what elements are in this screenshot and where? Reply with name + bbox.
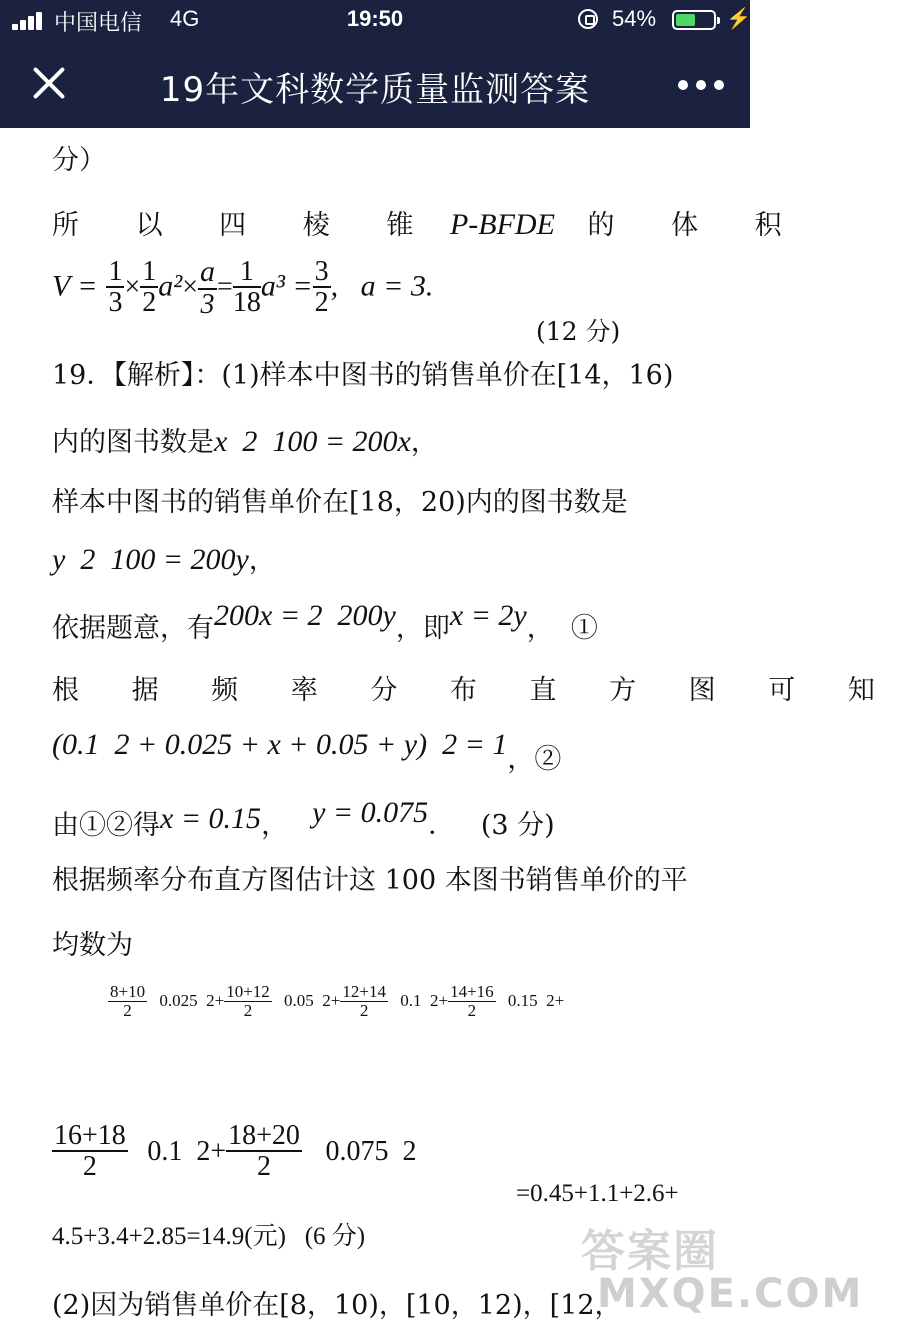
page-title: 19年文科数学质量监测答案 <box>159 70 591 110</box>
clock: 19:50 <box>346 6 404 31</box>
text-line: 由①②得x = 0.15， y = 0.075． (3 分) <box>52 796 555 841</box>
charging-bolt-icon: ⚡ <box>726 8 751 30</box>
mean-formula-part2: $\frac{16+18}{2}$ 0.1 2+ $\frac{18+20}{2}$ 0.075 2 <box>54 1120 417 1183</box>
text-line: 19．【解析】：(1)样本中图书的销售单价在[14，16) <box>52 360 674 391</box>
carrier-name: 中国电信 <box>54 10 143 35</box>
text-line: 根 据 频 率 分 布 直 方 图 可 知 <box>52 675 897 706</box>
text-line: 内的图书数是x 2 100 = 200x， <box>52 425 438 458</box>
more-options-icon[interactable] <box>678 80 724 90</box>
rotation-lock-icon <box>578 9 598 29</box>
close-icon[interactable] <box>30 64 68 102</box>
text-line: 4.5+3.4+2.85=14.9(元) (6 分) <box>52 1223 366 1250</box>
battery-percent: 54% <box>612 6 657 31</box>
text-line: 样本中图书的销售单价在[18，20)内的图书数是 <box>52 487 628 518</box>
site-watermark: 答案圈 MXQE.COM <box>581 1226 864 1317</box>
nav-bar <box>0 40 750 128</box>
volume-formula: V = $\frac{1}{3}$ × $\frac{1}{2}$ a²× $\frac{a}{3}$ = $\frac{1}{18}$ a³ = $\frac{3}{2}$ , a = 3. <box>52 255 434 320</box>
battery-level <box>676 14 695 26</box>
network-type: 4G <box>170 6 200 31</box>
text-line: (0.1 2 + 0.025 + x + 0.05 + y) 2 = 1，② <box>52 728 562 775</box>
text-line: 依据题意，有200x = 2 200y，即x = 2y， ① <box>52 599 598 644</box>
text-line: 分） <box>52 145 106 176</box>
status-bar <box>0 0 750 40</box>
text-line: (2)因为销售单价在[8，10)，[10，12)，[12， <box>52 1290 622 1321</box>
text-line: 所 以 四 棱 锥 P-BFDE 的 体 积 <box>52 208 806 241</box>
text-line: 根据频率分布直方图估计这 100 本图书销售单价的平 <box>52 865 688 896</box>
text-line: =0.45+1.1+2.6+ <box>516 1180 679 1207</box>
battery-icon <box>672 10 716 30</box>
text-line: 均数为 <box>52 930 133 961</box>
text-line: y 2 100 = 200y， <box>52 543 276 576</box>
mean-formula-part1: $\frac{8+10}{2}$ 0.025 2+ $\frac{10+12}{2}$ 0.05 2+ $\frac{12+14}{2}$ 0.1 2+ $\frac{14+16}{2}$ 0.15 2+ <box>110 982 565 1020</box>
score-note: (12 分) <box>536 317 621 346</box>
article-content <box>0 128 897 1334</box>
